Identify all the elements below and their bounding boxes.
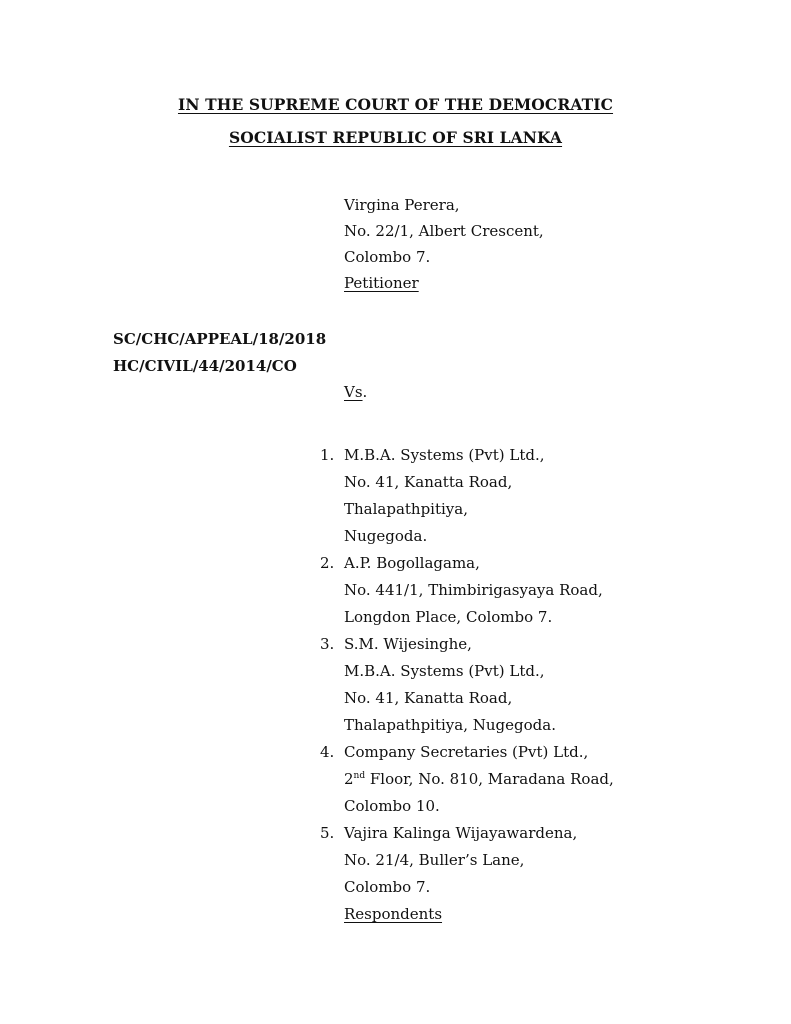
floor-address-rest: Floor, No. 810, Maradana Road, [365,770,614,788]
respondent-2-number: 2. [320,554,335,572]
respondent-1-line3: Thalapathpitiya, [344,500,468,518]
respondent-1-number: 1. [320,446,335,464]
respondent-5-line1: Vajira Kalinga Wijayawardena, [344,824,578,842]
court-heading-line2: SOCIALIST REPUBLIC OF SRI LANKA [228,128,563,147]
petitioner-role-label: Petitioner [344,274,419,292]
respondents-role-label: Respondents [344,905,443,923]
respondent-2-line2: No. 441/1, Thimbirigasyaya Road, [344,581,603,599]
versus-suffix: . [362,383,368,401]
sc-case-number: SC/CHC/APPEAL/18/2018 [113,330,327,348]
versus-underlined: Vs [344,383,363,401]
respondent-4-number: 4. [320,743,335,761]
respondent-4-line2 [344,770,614,788]
respondent-3-line1: S.M. Wijesinghe, [344,635,472,653]
respondent-2-line3: Longdon Place, Colombo 7. [344,608,553,626]
court-heading-line1: IN THE SUPREME COURT OF THE DEMOCRATIC [177,95,614,114]
respondent-3-line2: M.B.A. Systems (Pvt) Ltd., [344,662,545,680]
hc-case-number: HC/CIVIL/44/2014/CO [113,357,297,375]
respondent-5-line3: Colombo 7. [344,878,431,896]
respondent-4-line3: Colombo 10. [344,797,440,815]
versus-label [344,383,367,401]
respondent-3-line3: No. 41, Kanatta Road, [344,689,513,707]
respondent-5-line2: No. 21/4, Buller’s Lane, [344,851,525,869]
respondent-1-line4: Nugegoda. [344,527,428,545]
petitioner-address-line1: No. 22/1, Albert Crescent, [344,222,544,240]
petitioner-address-line2: Colombo 7. [344,248,431,266]
respondent-3-number: 3. [320,635,335,653]
respondent-2-line1: A.P. Bogollagama, [344,554,480,572]
petitioner-name: Virgina Perera, [344,196,460,214]
respondent-3-line4: Thalapathpitiya, Nugegoda. [344,716,556,734]
respondent-4-line1: Company Secretaries (Pvt) Ltd., [344,743,589,761]
floor-number: 2 [344,770,354,788]
ordinal-suffix: nd [353,771,366,781]
respondent-5-number: 5. [320,824,335,842]
respondent-1-line1: M.B.A. Systems (Pvt) Ltd., [344,446,545,464]
respondent-1-line2: No. 41, Kanatta Road, [344,473,513,491]
